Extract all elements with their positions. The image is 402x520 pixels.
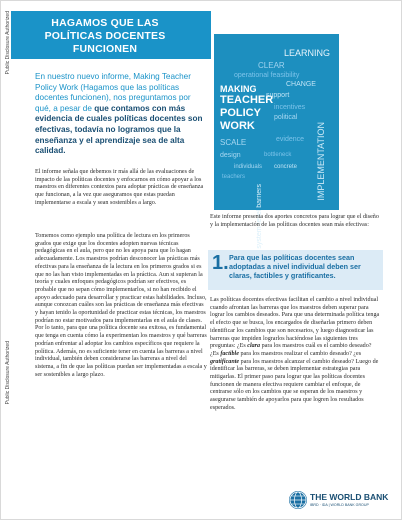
cover-word: bottleneck (264, 152, 292, 158)
left-paragraph-2: Tomemos como ejemplo una política de lectura en los primeros grados que exige que los docentes adopten nuevas técnicas pedagógicas en el aula, pero que no les apoya para que lo hagan adecuadamente. Los maestros podrían desconocer las prácticas más efectivas para la enseñanza de la lectura en los primeros grados si es que no las han visto implementadas en la práctica. Aun si supieran la teoría y cuales enfoques pedagógicos podrían ser efectivos, es probable que no sepan cómo implementarlos, si no han recibido el apoyo adecuado para desarrollar y practicar estas habilidades. Incluso, aunque conozcan cuáles son las prácticas de enseñanza más efectivas y hayan tenido la oportunidad de practicar estas técnicas, los maestros podrían no estar motivados para implementarlas en el aula de clases. Por lo tanto, para que una política docente sea exitosa, es fundamental que tenga en cuenta cómo la experimentan los maestros y qué barreras podrían enfrentar al adoptar los cambios específicos que requiere la política. Además, no es suficiente tener en cuenta las barreras a nivel individual, también deben considerarse las barreras a nivel del sistema, a fin de que las políticas puedan ser implementadas a escala y ser sostenibles a largo plazo. (35, 233, 207, 378)
left-paragraph-1: El informe señala que debemos ir más allá de las evaluaciones de impacto de las políticas docentes y enfocarnos en cómo apoyar a los maestros en diferentes contextos para adoptar prácticas de enseñanza que funcionan, a la vez que aseguramos que estas puedan implementarse a escala y sean sostenibles a largo. (35, 169, 204, 206)
callout-text: Para que las políticas docentes sean adoptadas a nivel individual deben ser claras, factibles y gratificantes. (229, 253, 361, 280)
body-text: Las políticas docentes efectivas facilitan el cambio a nivel individual cuando afrontan las barreras que los maestros deben superar para lograr los cambios deseados. Para que una determinada política tenga el efecto que se busca, los encargados de diseñarlas primero deben identificar los cambios que son necesarios, y luego diagnosticar las barreras que impiden lograrlos haciéndose las siguientes tres preguntas: ¿Es (210, 297, 380, 350)
cover-word: concrete (274, 164, 298, 170)
right-paragraph-1 (210, 297, 380, 413)
intro-highlight: que contamos con más evidencia de cuales políticas docentes son efectivas, todavía no logramos que la enseñanza y el aprendizaje sea de alta calidad. (35, 103, 203, 156)
cover-word: design (220, 152, 241, 159)
cover-word: system-level barriers (256, 184, 263, 249)
cover-word: LEARNING (284, 48, 331, 58)
cover-title-line: TEACHER (220, 94, 274, 106)
cover-word: evidence (276, 136, 305, 143)
cover-word: IMPLEMENTATION (316, 122, 326, 201)
emphasis-clara: clara (247, 343, 261, 350)
cover-title-line: WORK (220, 120, 255, 132)
cover-word: operational feasibility (234, 72, 300, 79)
body-text: para los maestros realizar el cambio deseado? ¿es (238, 350, 362, 357)
body-text: para los maestros cuál es el cambio deseado? ¿Es (210, 343, 372, 357)
world-bank-logo (289, 489, 389, 515)
logo-subtitle: IBRD · IDA | WORLD BANK GROUP (310, 503, 369, 507)
cover-word: CLEAR (258, 61, 285, 70)
cover-word: political (274, 114, 298, 121)
intro-text: En nuestro nuevo informe, Making Teacher Policy Work (Hagamos que las políticas docentes funcionen), nos preguntamos por qué, a pesar de (35, 72, 191, 113)
page-title: HAGAMOS QUE LAS POLÍTICAS DOCENTES FUNCIONEN (44, 17, 166, 55)
cover-word: SCALE (220, 138, 247, 147)
cover-word: CHANGE (286, 81, 316, 88)
callout-box (208, 250, 383, 290)
cover-word: support (266, 92, 290, 99)
callout-number: 1. (212, 252, 229, 274)
cover-word: individuals (234, 164, 263, 170)
cover-title-line: POLICY (220, 107, 261, 119)
disclosure-label-top: Public Disclosure Authorized (5, 11, 11, 75)
cover-word: teachers (222, 174, 246, 180)
emphasis-factible: factible (220, 350, 239, 357)
cover-word: incentives (274, 104, 306, 111)
cover-title-line: MAKING (220, 84, 257, 94)
logo-name: THE WORLD BANK (310, 492, 389, 502)
intro-paragraph (35, 72, 205, 157)
emphasis-gratificante: gratificante (210, 358, 240, 365)
globe-icon (289, 491, 307, 509)
body-text: para los maestros alcanzar el cambio deseado? Luego de identificar las barreras, se deben implementar estrategias para mitigarlas. El primer paso para lograr que las políticas docentes funcionen de manera efectiva requiere cambiar el enfoque, de centrarse sólo en los cambios que se esperan de los maestros y asegurarse también de apoyarlos para que logren los resultados esperados. (210, 358, 379, 411)
right-lead-paragraph: Este informe presenta dos aportes concretos para lograr que el diseño y la implementación de las políticas docentes sean más efectivas: (210, 214, 379, 228)
disclosure-label-bottom: Public Disclosure Authorized (5, 341, 11, 405)
